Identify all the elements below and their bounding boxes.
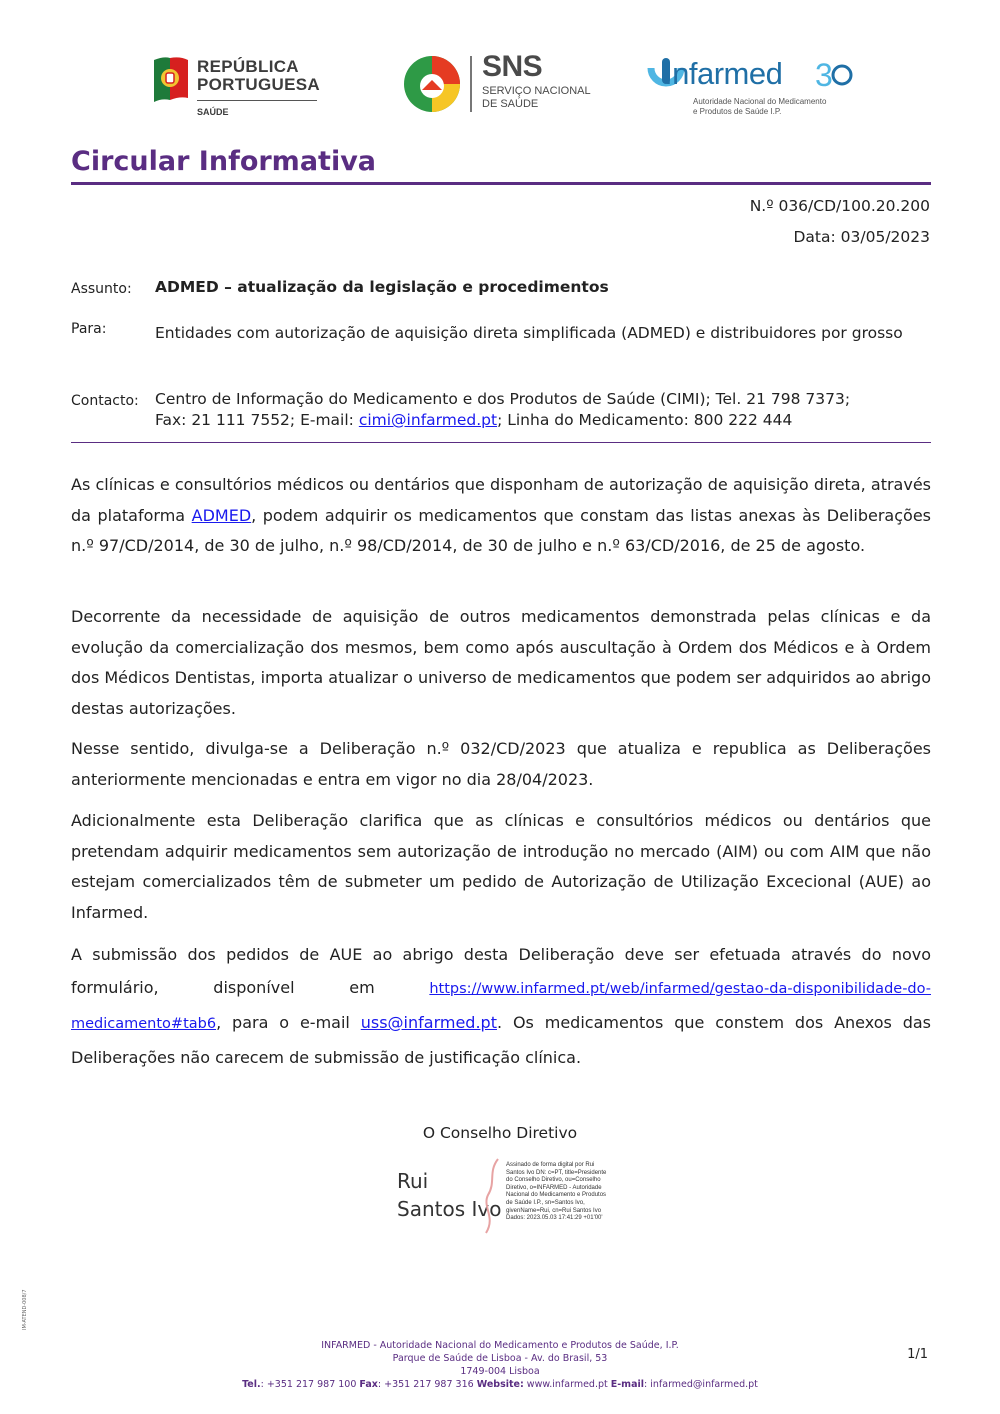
footer-line2: Parque de Saúde de Lisboa - Av. do Brasil, 53: [392, 1353, 608, 1364]
footer-fax-label: Fax: [359, 1379, 378, 1390]
contact-line1: Centro de Informação do Medicamento e dos Produtos de Saúde (CIMI); Tel. 21 798 7373;: [155, 390, 851, 408]
contact-email-link[interactable]: cimi@infarmed.pt: [358, 411, 498, 429]
admed-link[interactable]: ADMED: [191, 505, 252, 525]
footer-website[interactable]: www.infarmed.pt: [523, 1379, 611, 1390]
body-paragraph-5: [71, 938, 931, 1074]
sns-subtitle: [482, 85, 592, 111]
circular-date: Data: 03/05/2023: [793, 228, 930, 246]
contact-label: Contacto:: [71, 393, 139, 409]
footer-fax: : +351 217 987 316: [377, 1379, 477, 1390]
to-label: Para:: [71, 321, 107, 337]
p5-text-mid: , para o e-mail: [216, 1013, 361, 1032]
contact-fax: Fax: 21 111 7552; E-mail:: [155, 411, 359, 429]
infarmed-sub2: e Produtos de Saúde I.P.: [693, 106, 782, 116]
subject-label: Assunto:: [71, 281, 132, 297]
signature-squiggle-icon: [478, 1157, 508, 1237]
rp-line2: PORTUGUESA: [197, 75, 320, 94]
footer-contacts: [0, 1379, 1000, 1392]
sns-logo-icon: [402, 54, 462, 114]
contact-phone-line: ; Linha do Medicamento: 800 222 444: [497, 411, 793, 429]
rp-divider: [197, 100, 317, 101]
footer-line3: 1749-004 Lisboa: [460, 1366, 540, 1377]
signoff: O Conselho Diretivo: [422, 1124, 578, 1142]
digital-signature-details: Assinado de forma digital por Rui Santos Ivo DN: c=PT, title=Presidente do Conselho Diretivo, ou=Conselho Diretivo, o=INFARMED - Autoridade Nacional do Medicamento e Produtos de Saúde I.P., sn=Santos Ivo, givenName=Rui, cn=Rui Santos Ivo Dados: 2023.05.03 17:41:29 +01'00': [506, 1162, 607, 1222]
sns-divider: [470, 56, 472, 112]
subject-value: ADMED – atualização da legislação e procedimentos: [155, 278, 609, 296]
sns-wordmark: SNS: [482, 50, 543, 83]
circular-number: N.º 036/CD/100.20.200: [749, 197, 930, 215]
sns-line2: DE SAÚDE: [482, 98, 539, 110]
republica-portuguesa-wordmark: [197, 58, 320, 94]
body-paragraph-4: Adicionalmente esta Deliberação clarifica que as clínicas e consultórios médicos ou dentários que pretendam adquirir medicamentos sem autorização de introdução no mercado (AIM) ou com AIM que não estejam comercializados têm de submeter um pedido de Autorização de Utilização Excecional (AUE) ao Infarmed.: [71, 811, 931, 923]
contact-line2: [155, 410, 935, 431]
rp-saude-label: SAÚDE: [197, 107, 229, 117]
infarmed-30-anos-icon: [815, 58, 853, 92]
signature-name-line1: Rui: [397, 1169, 429, 1193]
uss-email-link[interactable]: uss@infarmed.pt: [360, 1013, 497, 1032]
to-value: Entidades com autorização de aquisição direta simplificada (ADMED) e distribuidores por grosso: [155, 324, 903, 342]
page-number: 1/1: [907, 1347, 928, 1362]
footer-tel-label: Tel.: [242, 1379, 261, 1390]
footer-tel: : +351 217 987 100: [260, 1379, 360, 1390]
document-title: Circular Informativa: [71, 146, 377, 177]
footer-email-label: E-mail: [610, 1379, 645, 1390]
metadata-divider: [71, 442, 931, 443]
p1-text: As clínicas e consultórios médicos ou dentários que disponham de autorização de aquisição direta, através da plataforma: [71, 475, 931, 525]
footer-line1: INFARMED - Autoridade Nacional do Medicamento e Produtos de Saúde, I.P.: [321, 1340, 679, 1351]
signature-name-line2: Santos Ivo: [397, 1197, 502, 1221]
title-divider: [71, 182, 931, 185]
p1-text-end: , podem adquirir os medicamentos que constam das listas anexas às Deliberações n.º 97/CD/2014, de 30 de julho, n.º 98/CD/2014, de 30 de julho e n.º 63/CD/2016, de 25 de agosto.: [71, 505, 931, 556]
body-paragraph-1: [71, 470, 931, 562]
contact-value: [155, 389, 935, 431]
body-paragraph-3: Nesse sentido, divulga-se a Deliberação n.º 032/CD/2023 que atualiza e republica as Deliberações anteriormente mencionadas e entra em vigor no dia 28/04/2023.: [71, 739, 931, 789]
rp-line1: REPÚBLICA: [197, 57, 299, 76]
form-code: IM-ATEND-008/7: [22, 1289, 28, 1330]
portugal-flag-icon: [150, 54, 190, 102]
sns-line1: SERVIÇO NACIONAL: [482, 85, 591, 97]
footer-email[interactable]: : infarmed@infarmed.pt: [644, 1379, 758, 1390]
svg-text:3: 3: [815, 58, 833, 92]
footer-web-label: Website:: [476, 1379, 524, 1390]
infarmed-wordmark: Infarmed: [664, 56, 783, 91]
infarmed-sub1: Autoridade Nacional do Medicamento: [693, 97, 827, 106]
p5-text: A submissão dos pedidos de AUE ao abrigo desta Deliberação deve ser efetuada através do novo formulário, disponível em: [71, 945, 931, 997]
body-paragraph-2: Decorrente da necessidade de aquisição de outros medicamentos demonstrada pelas clínicas e da evolução da comercialização dos mesmos, bem como após auscultação à Ordem dos Médicos e à Ordem dos Médicos Dentistas, importa atualizar o universo de medicamentos que podem ser adquiridos ao abrigo destas autorizações.: [71, 607, 931, 719]
p5-text-end: . Os medicamentos que constem dos Anexos das Deliberações não carecem de submissão de justificação clínica.: [71, 1013, 931, 1067]
infarmed-subtitle: [693, 97, 843, 116]
form-link[interactable]: https://www.infarmed.pt/web/infarmed/gestao-da-disponibilidade-do-medicamento#tab6: [71, 981, 931, 1032]
